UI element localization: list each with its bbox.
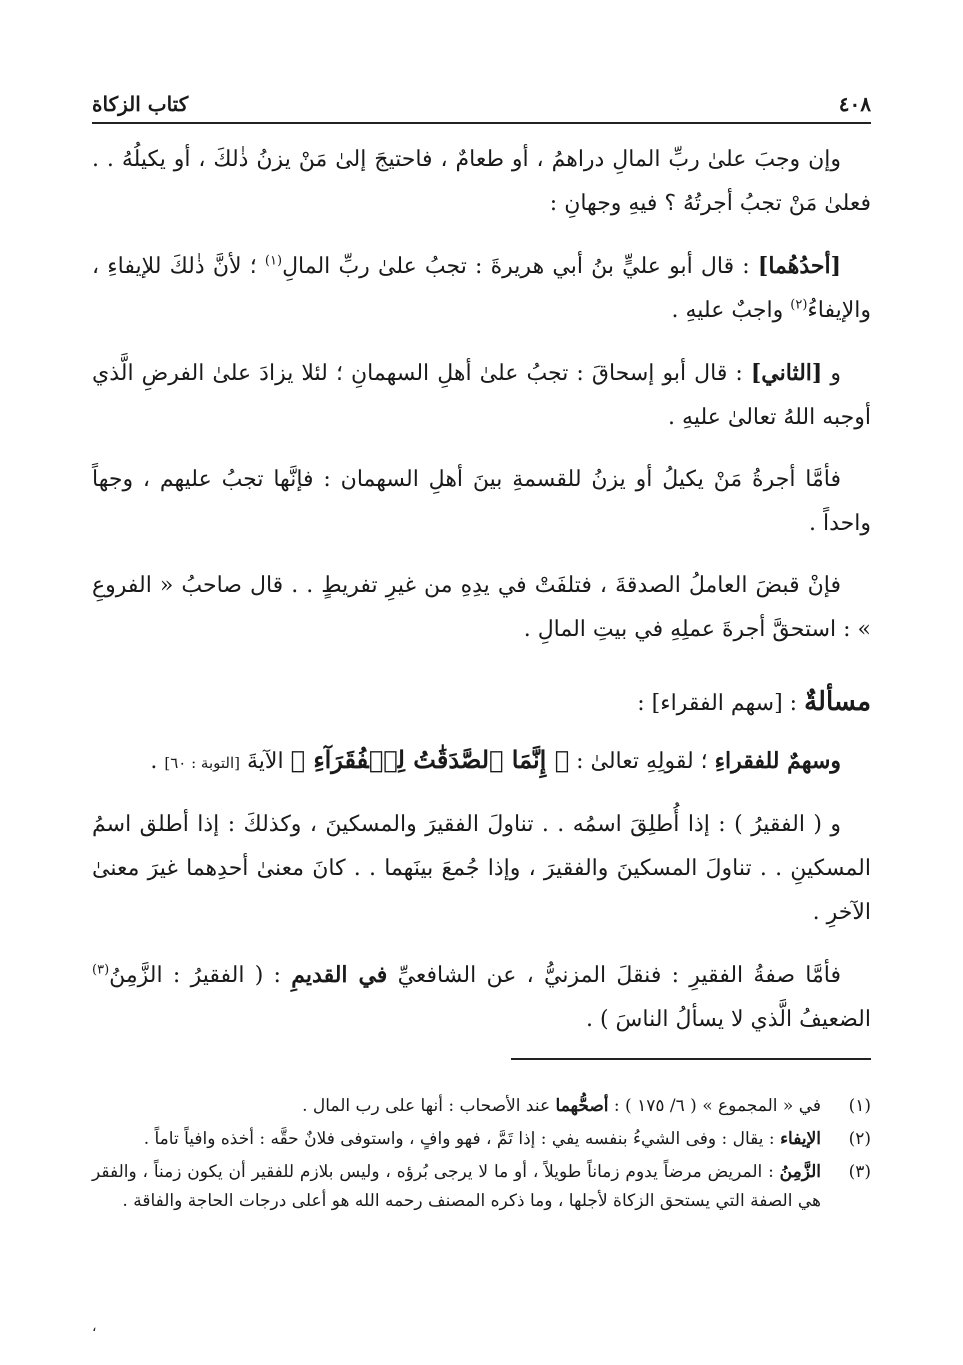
section-heading [92, 680, 871, 726]
footnote-ref-1[interactable]: (١) [264, 253, 283, 269]
footnote-number: (٢) [848, 1129, 871, 1149]
paragraph-7: و ( الفقيرُ ) : إذا أُطلِقَ اسمُه . . تناولَ الفقيرَ والمسكينَ ، وكذلكَ : إذا أطلق اسمُ المسكينِ . . تناولَ المسكينَ والفقيرَ ، وإذا جُمعَ بينَهما . . كانَ معنىٰ أحدِهما غيرَ معنىٰ الآخرِ . [92, 812, 871, 925]
footnote-3-text-c: : المريض مرضاً يدوم زماناً طويلاً ، أو ما لا يرجى بُرؤه ، وليس بلازم للفقير أن يكون زمناً ، والفقر هي الصفة التي يستحق الزكاة لأجلها ، وما ذكره المصنف رحمه الله هو أعلى درجات الحاجة والفاقة . [92, 1162, 821, 1211]
paragraph-3-text: : قال أبو إسحاقَ : تجبُ علىٰ أهلِ السهمانِ ؛ لئلا يزادَ علىٰ الفرضِ الَّذي أوجبه اللهُ تعالىٰ عليهِ . [92, 361, 871, 430]
footnote-2-bold: الإيفاء [780, 1129, 821, 1149]
footnote-ref-3[interactable]: (٣) [92, 962, 110, 978]
paragraph-1: وإن وجبَ علىٰ ربِّ المالِ دراهمُ ، أو طعامٌ ، فاحتيجَ إلىٰ مَنْ يزنُ ذٰلكَ ، أو يكيلُهُ . . فعلىٰ مَنْ تجبُ أجرتُهُ ؟ فيهِ وجهانِ : [92, 147, 871, 216]
paragraph-2-text-b: ؛ لأنَّ ذٰلكَ للإيفاءِ ، والإيفاءُ [92, 254, 871, 323]
footnote-1-text-a: في « المجموع » ( ٦/ ١٧٥ ) : [608, 1096, 821, 1116]
footnote-1-bold: أصحُّهما [555, 1096, 609, 1116]
footnote-3 [92, 1158, 871, 1216]
paragraph-6-text-a: ؛ لقولِهِ تعالىٰ : [569, 749, 715, 774]
footnote-2 [92, 1125, 871, 1154]
chapter-title: كتاب الزكاة [92, 92, 189, 116]
footnotes [92, 1092, 871, 1220]
paragraph-6-text-b: الآيةَ [240, 749, 291, 774]
paragraph-6-end: . [150, 749, 165, 774]
footnote-number: (١) [848, 1096, 871, 1116]
footnote-ref-2[interactable]: (٢) [790, 297, 808, 313]
paragraph-2 [92, 244, 871, 333]
verse-reference: [التوبة : ٦٠] [164, 754, 240, 772]
footnote-text [92, 1125, 821, 1154]
footnote-1-text-c: عند الأصحاب : أنها على رب المال . [302, 1096, 556, 1116]
section-subtitle: : [سهم الفقراء] : [637, 691, 805, 716]
paragraph-8-text-a: فأمَّا صفةُ الفقيرِ : فنقلَ المزنيُّ ، عن الشافعيِّ [387, 963, 841, 988]
footnote-1 [92, 1092, 871, 1121]
footnote-text [92, 1092, 821, 1121]
paragraph-3 [92, 351, 871, 440]
second-view-label: [الثاني] [750, 360, 823, 386]
bottom-mark: ، [92, 1319, 97, 1335]
main-text [92, 138, 871, 1060]
page-header [92, 82, 871, 116]
paragraph-4: فأمَّا أجرةُ مَنْ يكيلُ أو يزنُ للقسمةِ بينَ أهلِ السهمان : فإنَّها تجبُ عليهم ، وجهاً واحداً . [92, 467, 871, 536]
paragraph-6-lead: وسهمٌ للفقراءِ [714, 748, 841, 774]
paragraph-2-text-c: واجبٌ عليهِ . [671, 298, 791, 323]
section-title: مسألةٌ [804, 687, 871, 717]
footnote-3-bold: الزَّمِنُ [779, 1162, 821, 1182]
header-divider [92, 122, 871, 124]
paragraph-5: فإنْ قبضَ العاملُ الصدقةَ ، فتلفَتْ في يدِهِ من غيرِ تفريطٍ . . قال صاحبُ « الفروعِ » : استحقَّ أجرةَ عملِهِ في بيتِ المالِ . [92, 573, 871, 642]
paragraph-2-text-a: : قال أبو عليٍّ بنُ أبي هريرةَ : تجبُ علىٰ ربِّ المالِ [282, 254, 758, 279]
quran-verse: ﴿ إِنَّمَا ٱلصَّدَقَٰتُ لِلۡفُقَرَآءِ ﴾ [290, 745, 570, 774]
paragraph-6 [92, 738, 871, 785]
footnote-number: (٣) [848, 1162, 871, 1182]
paragraph-8 [92, 953, 871, 1042]
paragraph-8-text-c: الضعيفُ الَّذي لا يسألُ الناسَ ) . [585, 1007, 871, 1032]
page-number: ٤٠٨ [838, 92, 871, 116]
paragraph-3-prefix: و [822, 361, 841, 386]
footnote-divider [511, 1058, 871, 1060]
paragraph-8-bold: في القديمِ [291, 962, 388, 988]
footnote-2-text-c: : يقال : وفى الشيءُ بنفسه يفي : إذا تَمَّ ، فهو وافٍ ، واستوفى فلانٌ حقَّه : أخذه وافياً تاماً . [143, 1129, 781, 1149]
footnote-text [92, 1158, 821, 1216]
paragraph-8-text-b: : ( الفقيرُ : الزَّمِنُ [109, 963, 292, 988]
first-view-label: [أحدُهُما] [757, 253, 842, 279]
